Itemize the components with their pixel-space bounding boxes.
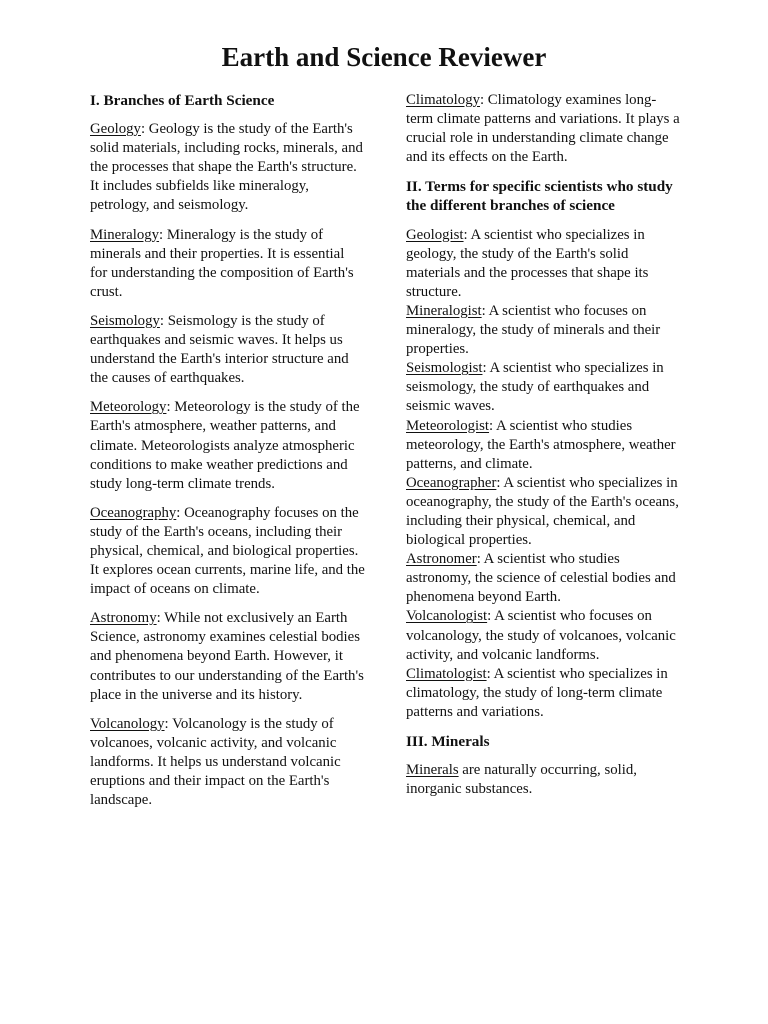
definition-meteorology [90, 398, 365, 493]
definition-text: : Mineralogy is the study of minerals and their properties. It is essential for understanding the composition of Earth's crust. [90, 226, 354, 300]
section-heading-branches: I. Branches of Earth Science [90, 92, 275, 109]
definition-text: : Oceanography focuses on the study of the Earth's oceans, including their physical, chemical, and biological properties. It explores ocean currents, marine life, and the impact of oceans on climate. [90, 504, 365, 598]
term-label: Volcanology [90, 715, 165, 732]
definition-text: : While not exclusively an Earth Science, astronomy examines celestial bodies and phenomena beyond Earth. However, it contributes to our understanding of the Earth's place in the universe and its history. [90, 610, 364, 703]
term-label: Volcanologist [406, 608, 488, 625]
definition-volcanology [90, 715, 365, 810]
scientist-geologist [406, 226, 681, 302]
definition-text: : A scientist who specializes in seismology, the study of earthquakes and seismic waves. [406, 360, 664, 415]
definition-climatology [406, 91, 681, 167]
definition-text: : A scientist who studies meteorology, the Earth's atmosphere, weather patterns, and climate. [406, 417, 676, 472]
term-label: Geologist [406, 226, 464, 243]
term-label: Oceanography [90, 504, 177, 521]
term-label: Astronomy [90, 610, 157, 627]
section-heading-scientists: II. Terms for specific scientists who study the different branches of science [406, 178, 673, 215]
definition-text: : Volcanology is the study of volcanoes, volcanic activity, and volcanic landforms. It helps us understand volcanic eruptions and their impact on the Earth's landscape. [90, 715, 341, 809]
term-label: Mineralogist [406, 302, 482, 319]
term-label: Minerals [406, 762, 459, 779]
definition-oceanography [90, 504, 365, 599]
definition-text: : A scientist who focuses on mineralogy, the study of minerals and their properties. [406, 302, 661, 358]
left-column [90, 91, 365, 820]
definition-text: : Climatology examines long-term climate patterns and variations. It plays a crucial role in understanding climate change and its effects on the Earth. [406, 92, 680, 166]
scientist-oceanographer [406, 474, 681, 550]
term-label: Climatologist [406, 665, 487, 682]
definition-text: : Geology is the study of the Earth's solid materials, including rocks, minerals, and the processes that shape the Earth's structure. It includes subfields like mineralogy, petrology, and seismology. [90, 121, 363, 214]
term-label: Mineralogy [90, 226, 160, 243]
definition-geology [90, 120, 365, 215]
definition-text: : A scientist who specializes in geology, the study of the Earth's solid materials and the processes that shape its structure. [406, 226, 649, 300]
scientist-volcanologist [406, 607, 681, 664]
term-label: Meteorologist [406, 417, 490, 434]
definition-astronomy [90, 609, 365, 704]
scientist-astronomer [406, 550, 681, 607]
document-title: Earth and Science Reviewer [221, 42, 547, 72]
definition-text: : Seismology is the study of earthquakes and seismic waves. It helps us understand the Earth's interior structure and the causes of earthquakes. [90, 312, 349, 387]
definition-text: : A scientist who studies astronomy, the science of celestial bodies and phenomena beyond Earth. [406, 551, 676, 606]
scientist-mineralogist [406, 302, 681, 359]
term-label: Climatology [406, 92, 480, 108]
right-column [406, 91, 681, 809]
section-heading-minerals: III. Minerals [406, 733, 490, 750]
term-label: Astronomer [406, 551, 477, 568]
definition-text: : A scientist who specializes in oceanography, the study of the Earth's oceans, including their physical, chemical, and biological properties. [406, 474, 679, 549]
definition-text: are naturally occurring, solid, inorganic substances. [406, 762, 637, 798]
definition-minerals [406, 761, 681, 799]
definition-text: : A scientist who specializes in climatology, the study of long-term climate patterns and variations. [406, 665, 668, 720]
scientist-seismologist [406, 359, 681, 416]
scientist-terms-list [406, 226, 681, 722]
term-label: Geology [90, 121, 141, 138]
term-label: Seismology [90, 312, 160, 329]
definition-seismology [90, 312, 365, 388]
definition-mineralogy [90, 226, 365, 302]
term-label: Meteorology [90, 399, 167, 416]
definition-text: : Meteorology is the study of the Earth's atmosphere, weather patterns, and climate. Meteorologists analyze atmospheric conditions to make weather predictions and study long-term climate trends. [90, 399, 360, 492]
term-label: Oceanographer [406, 474, 497, 491]
scientist-meteorologist [406, 417, 681, 474]
definition-text: : A scientist who focuses on volcanology, the study of volcanoes, volcanic activity, and volcanic landforms. [406, 608, 676, 663]
scientist-climatologist [406, 665, 681, 722]
term-label: Seismologist [406, 360, 483, 377]
